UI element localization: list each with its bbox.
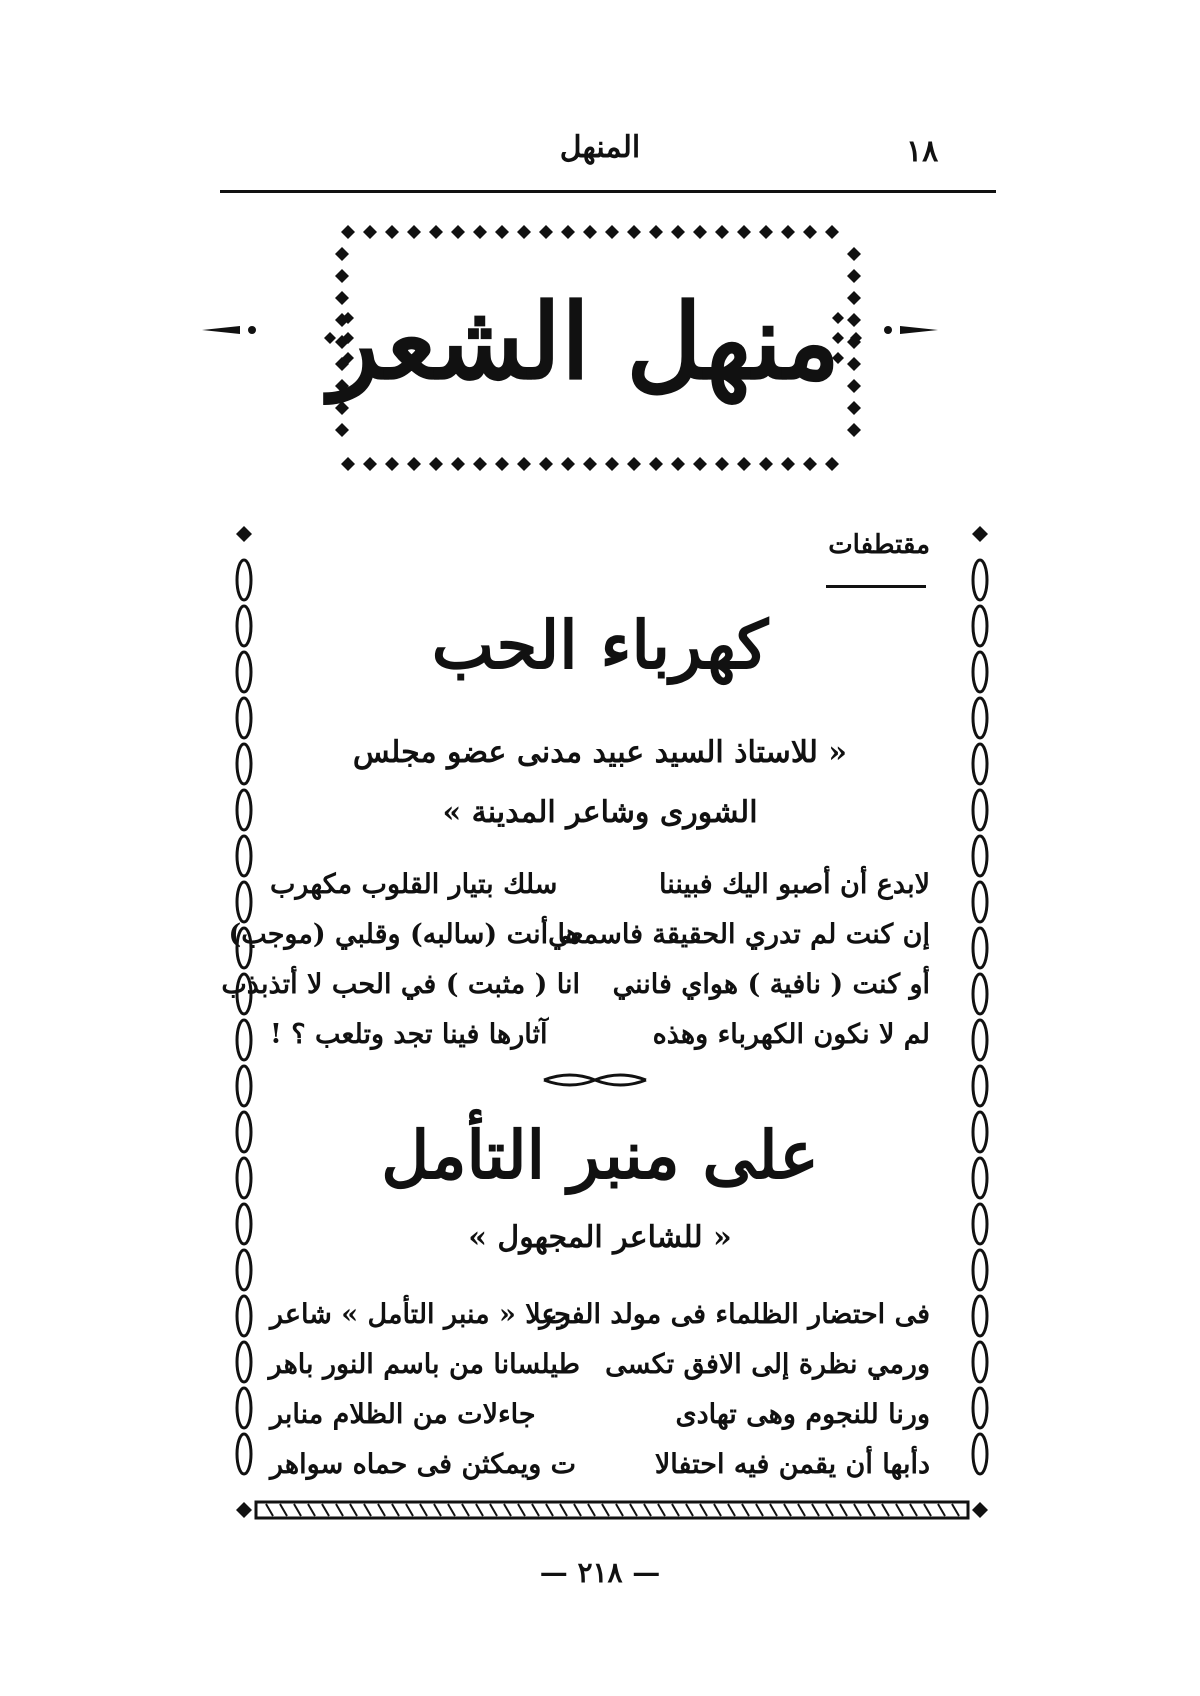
- verse-first-hemistich: أو كنت ( نافية ) هواي فانني: [612, 969, 930, 1000]
- verse-first-hemistich: فى احتضار الظلماء فى مولد الفجر: [539, 1299, 930, 1330]
- verse-first-hemistich: دأبها أن يقمن فيه احتفالا: [654, 1449, 930, 1480]
- verse-first-hemistich: إن كنت لم تدري الحقيقة فاسمعي: [548, 919, 930, 950]
- verse-line: [270, 1440, 930, 1490]
- verse-second-hemistich: سلك بتيار القلوب مكهرب: [270, 869, 558, 900]
- poem-verses: [270, 1290, 930, 1490]
- verse-line: [228, 910, 930, 960]
- verse-second-hemistich: ت ويمكثن فى حماه سواهر: [270, 1449, 577, 1480]
- poem-separator-ornament: [540, 1068, 650, 1092]
- verse-second-hemistich: طيلسانا من باسم النور باهر: [268, 1349, 580, 1380]
- verse-line: [270, 1290, 930, 1340]
- poem-byline-continued: الشورى وشاعر المدينة »: [442, 795, 758, 830]
- poem-title: على منبر التأمل: [381, 1116, 819, 1194]
- poem-byline: « للشاعر المجهول »: [468, 1220, 732, 1255]
- poem-byline: « للاستاذ السيد عبيد مدنى عضو مجلس: [352, 735, 848, 770]
- section-tag-underline: [826, 585, 926, 588]
- poem-title: كهرباء الحب: [431, 606, 769, 684]
- verse-line: [221, 960, 930, 1010]
- verse-first-hemistich: لم لا نكون الكهرباء وهذه: [652, 1019, 930, 1050]
- right-ornament-dash: [880, 320, 940, 340]
- verse-second-hemistich: آثارها فينا تجد وتلعب ؟ !: [270, 1019, 548, 1050]
- verse-first-hemistich: لابدع أن أصبو اليك فبيننا: [658, 869, 930, 900]
- verse-second-hemistich: جاءلات من الظلام منابر: [270, 1399, 536, 1430]
- verse-second-hemistich: انا ( مثبت ) في الحب لا أتذبذب: [221, 969, 580, 1000]
- verse-line: [270, 860, 930, 910]
- header-page-number: ١٨: [906, 134, 939, 169]
- verse-second-hemistich: ها أنت (سالبه) وقلبي (موجب): [228, 919, 580, 950]
- verse-first-hemistich: ورنا للنجوم وهى تهادى: [675, 1399, 930, 1430]
- verse-line: [270, 1390, 930, 1440]
- verse-line: [270, 1340, 930, 1390]
- header-magazine-title: المنهل: [559, 130, 641, 165]
- left-ornament-dash: [200, 320, 260, 340]
- verse-second-hemistich: رعلا « منبر التأمل » شاعر: [270, 1299, 571, 1330]
- footer-page-number: — ٢١٨ —: [539, 1556, 661, 1589]
- verse-first-hemistich: ورمي نظرة إلى الافق تكسى: [605, 1349, 930, 1380]
- section-tag: مقتطفات: [828, 530, 930, 560]
- poem-verses: [221, 860, 930, 1060]
- verse-line: [270, 1010, 930, 1060]
- section-heading: منهل الشعر: [329, 280, 840, 403]
- header-rule: [220, 190, 996, 193]
